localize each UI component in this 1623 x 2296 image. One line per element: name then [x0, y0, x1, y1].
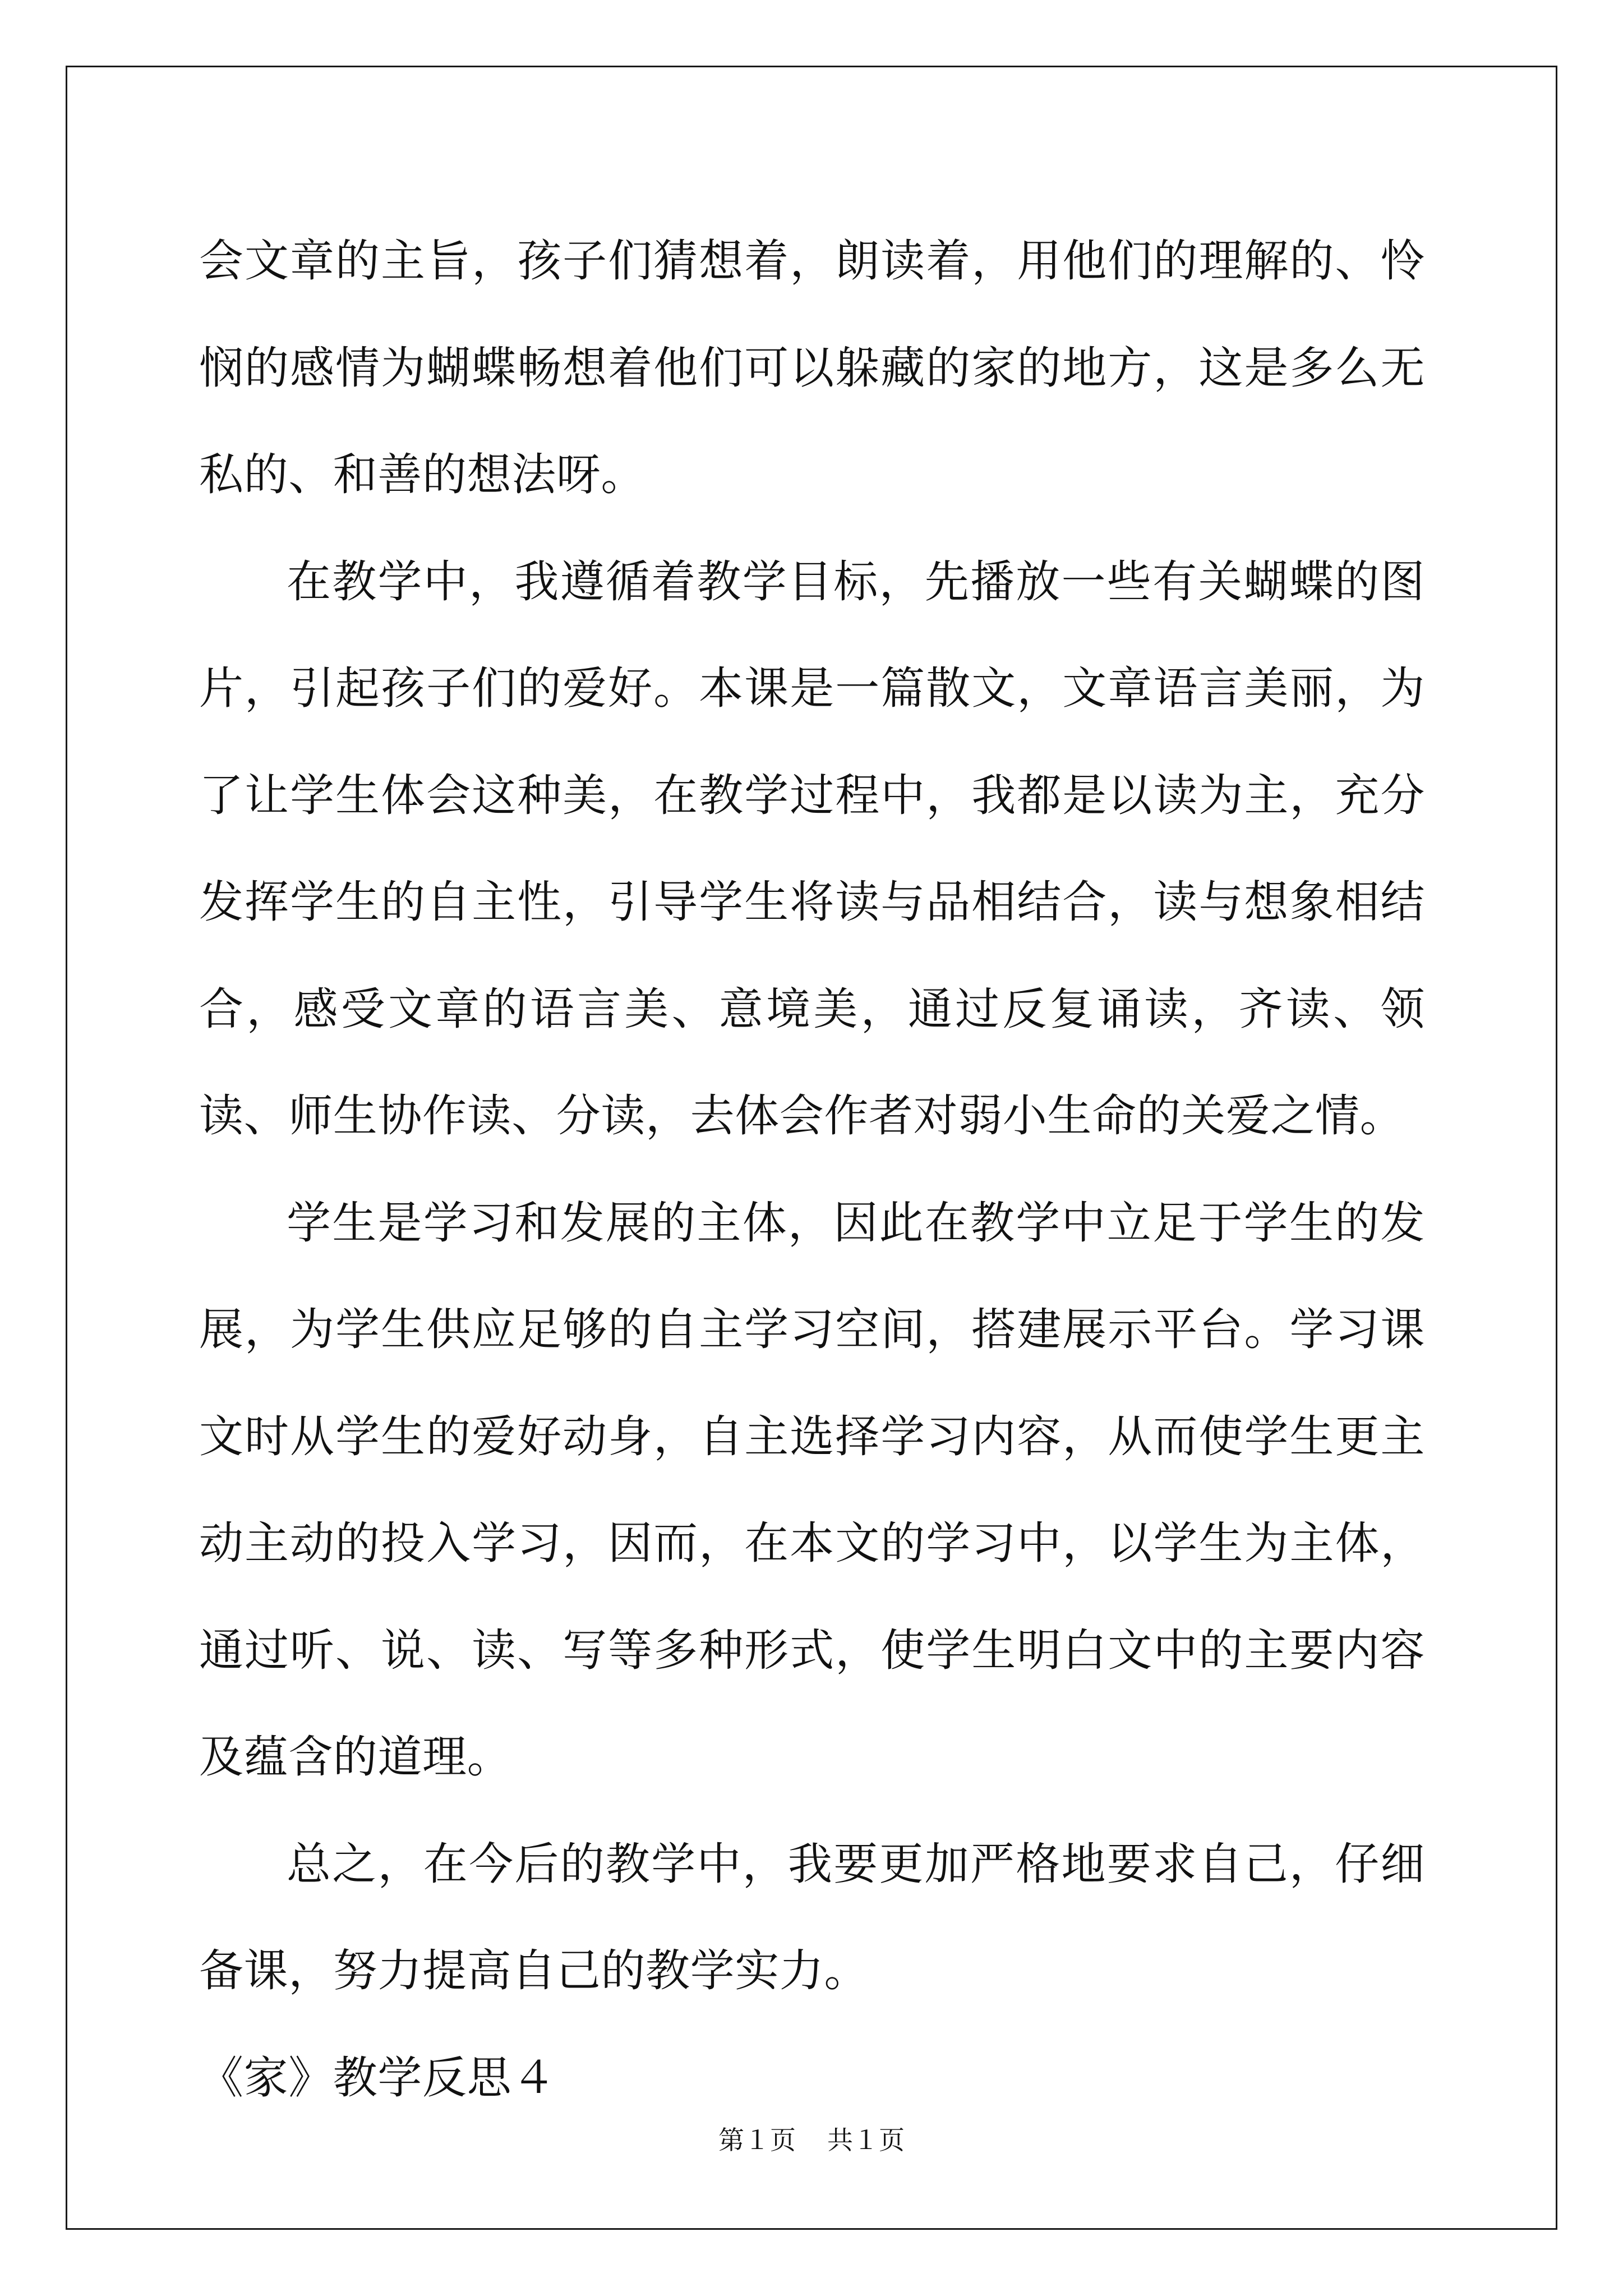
- document-body: [199, 208, 1425, 2131]
- page-number-current: 第１页: [718, 2125, 796, 2155]
- paragraph: 总之，在今后的教学中，我要更加严格地要求自己，仔细备课，努力提高自己的教学实力。: [199, 1838, 1425, 1996]
- page-number-total: 共１页: [827, 2125, 905, 2155]
- section-heading: 《家》教学反思４: [199, 2051, 556, 2104]
- paragraph: 学生是学习和发展的主体，因此在教学中立足于学生的发展，为学生供应足够的自主学习空间，搭建展示平台。学习课文时从学生的爱好动身，自主选择学习内容，从而使学生更主动主动的投入学习，因而，在本文的学习中，以学生为主体，通过听、说、读、写等多种形式，使学生明白文中的主要内容及蕴含的道理。: [199, 1197, 1425, 1783]
- page-footer: [0, 2123, 1623, 2157]
- paragraph: 会文章的主旨，孩子们猜想着，朗读着，用他们的理解的、怜悯的感情为蝴蝶畅想着他们可以躲藏的家的地方，这是多么无私的、和善的想法呀。: [199, 235, 1425, 500]
- paragraph: 在教学中，我遵循着教学目标，先播放一些有关蝴蝶的图片，引起孩子们的爱好。本课是一篇散文，文章语言美丽，为了让学生体会这种美，在教学过程中，我都是以读为主，充分发挥学生的自主性，引导学生将读与品相结合，读与想象相结合，感受文章的语言美、意境美，通过反复诵读，齐读、领读、师生协作读、分读，去体会作者对弱小生命的关爱之情。: [199, 555, 1425, 1142]
